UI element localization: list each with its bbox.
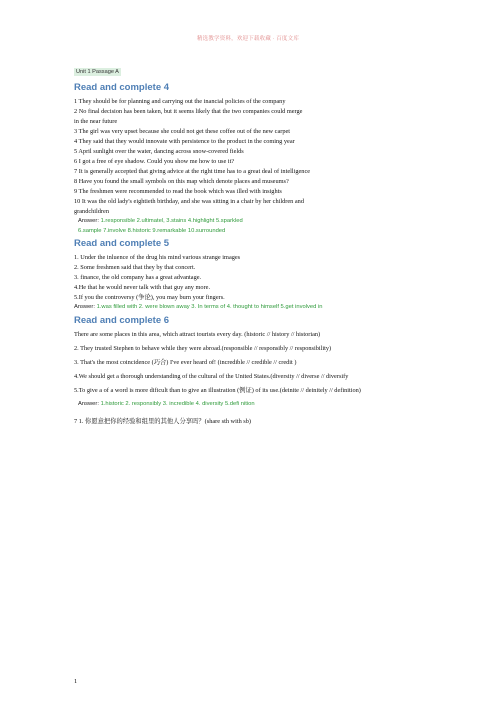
answer-text: 6.sample 7.involve 8.historic 9.remarkable 10.surrounded: [78, 227, 226, 234]
sentence: 10 It was the old lady's eightieth birthday, and she was sitting in a chair by her children and: [74, 198, 304, 205]
sentence: 5 April sunlight over the water, dancing across snow-covered fields: [74, 148, 244, 155]
sentence: 2. Some freshmen said that they by that concert.: [74, 264, 196, 271]
sentence: 4.He that he would never talk with that guy any more.: [74, 284, 211, 291]
document-body: [74, 60, 430, 427]
unit-tag: Unit 1 Passage A: [76, 69, 119, 75]
paragraph: 2. They trusted Stephen to behave while they were abroad.(responsible // responsibly // responsibility): [74, 344, 332, 352]
sentence: 1 They should be for planning and carrying out the inancial policies of the company: [74, 98, 286, 105]
page-number: 1: [74, 678, 78, 685]
section-title-5: Read and complete 5: [74, 238, 170, 249]
sentence: 3 The girl was very upset because she could not get these coffee out of the new carpet: [74, 128, 291, 135]
paragraph: 3. That's the most coincidence (巧合) I've ever heard of! (incredible // credible // credit ): [74, 358, 297, 366]
answer-label: Answer:: [74, 304, 95, 310]
section-title-6: Read and complete 6: [74, 314, 170, 326]
sentence: 6 I got a free of eye shadow. Could you show me how to use it?: [74, 158, 235, 165]
section-6-paras: [74, 330, 430, 396]
sentence: 9 The freshmen were recommended to read the book which was illed with insights: [74, 188, 282, 195]
sentence: 7 It is generally accepted that giving advice at the right time has to a great deal of intelligence: [74, 168, 311, 175]
answer-text: 1.historic 2. responsibly 3. incredible 4. diversity 5.defi nition: [100, 400, 255, 407]
section-title-4: Read and complete 4: [74, 82, 170, 93]
paragraph: 4.We should get a thorough understanding of the cultural of the United States.(diversity // diverse // diversify: [74, 372, 349, 380]
section-4-lines: [74, 97, 430, 217]
paragraph: There are some places in this area, which attract tourists every day. (historic // history // historian): [74, 330, 321, 338]
sentence: 8 Have you found the small symbols on this map which denote places and museums?: [74, 178, 289, 185]
answer-4-line2: [74, 227, 430, 237]
answer-label: Answer:: [78, 218, 99, 224]
paragraph: 5.To give a of a word is more dificult than to give an illustration (例证) of its use.(deinite // deinitely // definition): [74, 386, 361, 394]
watermark: 精选教学资料，欢迎下载收藏 · 百度文库: [196, 36, 300, 42]
question-7: 7 1. 你愿意把你的经验和组里的其他人分享吗？(share sth with sb): [74, 418, 252, 425]
sentence: 5.If you the controversy (争论), you may burn your fingers.: [74, 294, 225, 301]
sentence: grandchildren: [74, 208, 109, 215]
sentence: 4 They said that they would innovate with persistence to the product in the coming year: [74, 138, 295, 145]
sentence: 3. finance, the old company has a great advantage.: [74, 274, 202, 281]
sentence: 1. Under the inluence of the drug his mind various strange images: [74, 254, 241, 261]
sentence: 2 No final decision has been taken, but it seems likely that the two companies could merge: [74, 108, 303, 115]
answer-5: [74, 303, 430, 313]
answer-4: [74, 217, 430, 227]
section-5-lines: [74, 253, 430, 303]
answer-text: 1.was filled with 2. were blown away 3. In terms of 4. thought to himself 5.get involved in: [96, 304, 323, 310]
answer-text: 1.responsible 2.ultimatel, 3.stains 4.highlight 5.sparkled: [100, 218, 243, 224]
sentence: in the near future: [74, 118, 118, 125]
answer-6: [74, 400, 430, 410]
answer-label: Answer:: [78, 400, 99, 407]
